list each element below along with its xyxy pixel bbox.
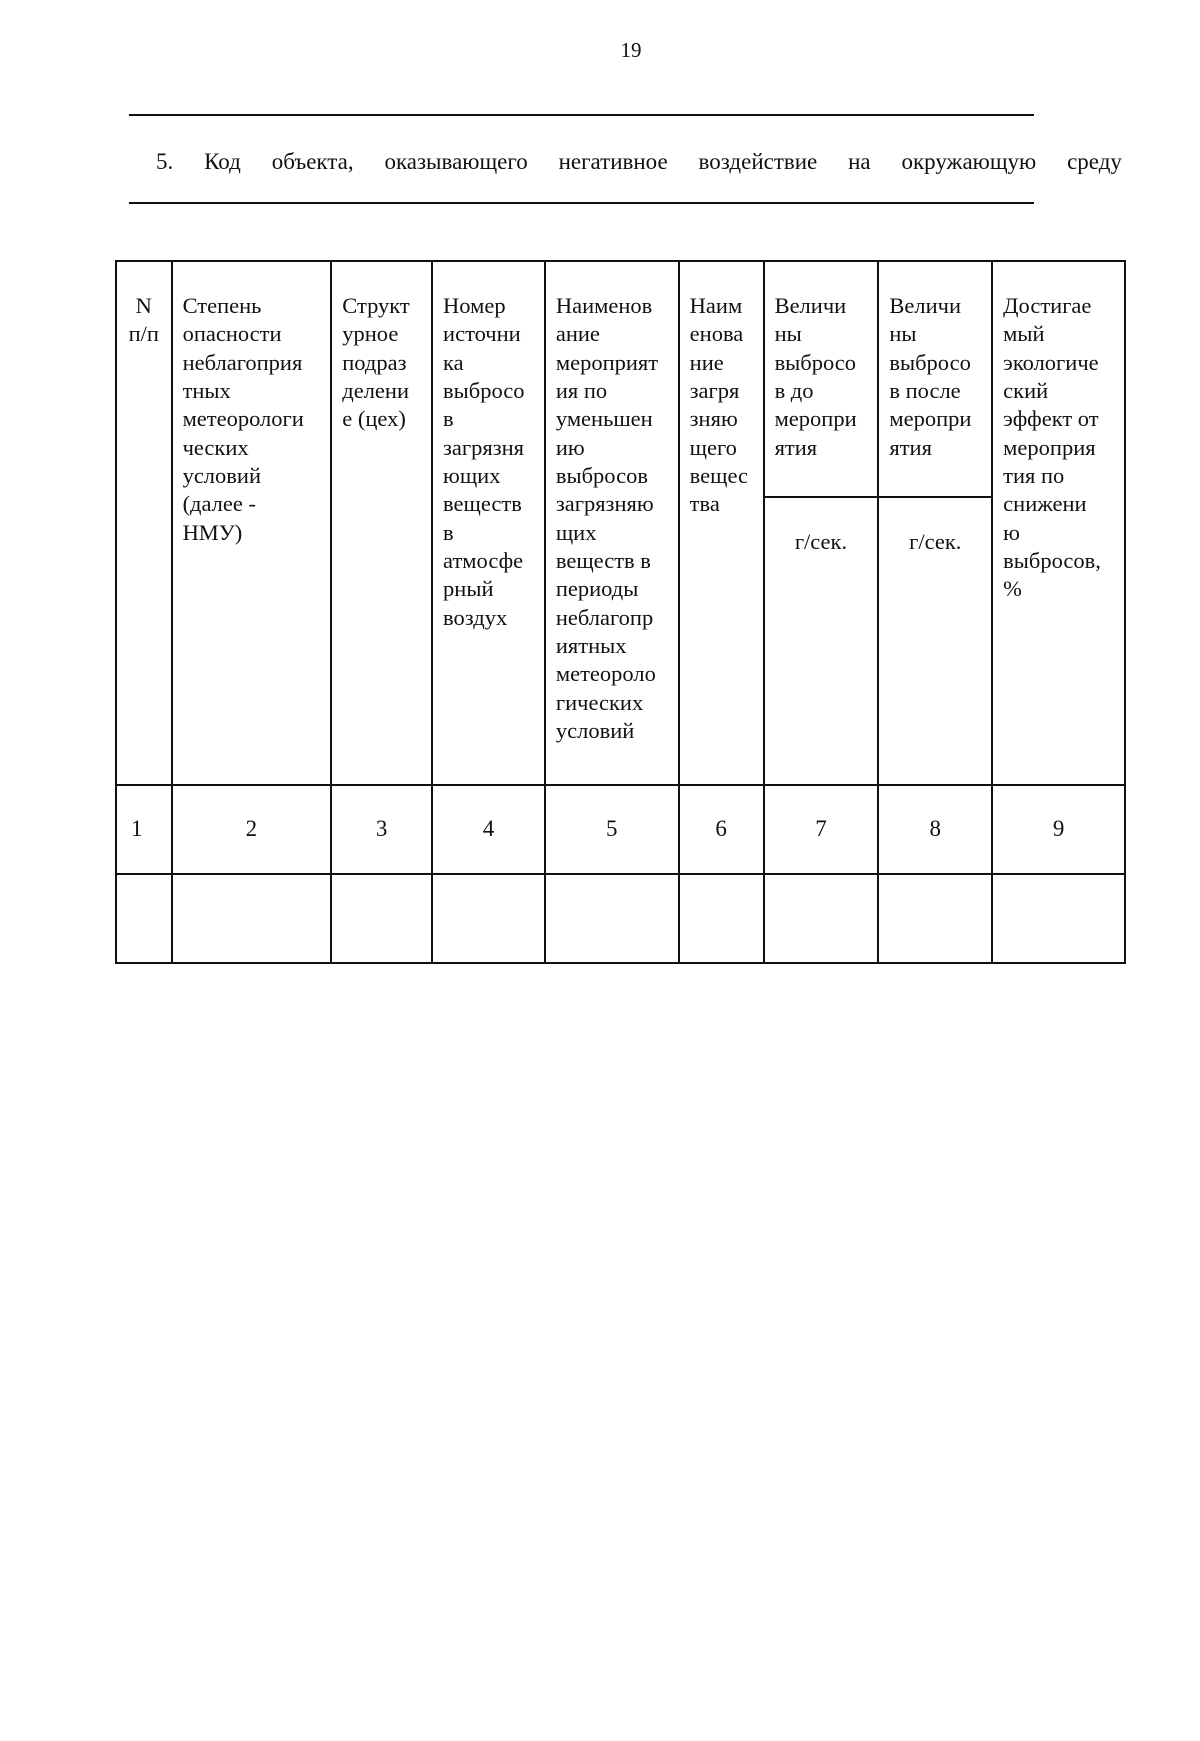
header-line: периоды	[555, 576, 639, 602]
header-line: эффект от	[1003, 406, 1099, 432]
table-cell	[878, 874, 992, 963]
header-line: мый	[1003, 321, 1045, 347]
header-cell-ecological-effect	[992, 261, 1125, 785]
header-line: ю	[1003, 519, 1020, 545]
header-line: источни	[443, 321, 521, 347]
header-cell-emission-after	[878, 261, 992, 497]
section-title-word: объекта,	[271, 149, 354, 174]
section-title-word: среду	[1067, 149, 1122, 174]
header-line: экологиче	[1003, 349, 1099, 375]
header-line: делени	[342, 378, 409, 404]
header-line: загря	[689, 378, 740, 404]
header-line: НМУ)	[182, 519, 243, 545]
header-line: ны	[774, 321, 802, 347]
column-number-cell: 1	[116, 785, 172, 874]
header-line: ние	[689, 349, 724, 375]
header-line: Величи	[889, 293, 961, 318]
header-line: выбросо	[774, 349, 857, 375]
header-line: е (цех)	[342, 406, 406, 432]
header-line: Величи	[774, 293, 847, 318]
header-line: воздух	[443, 604, 508, 630]
section-title-word: 5.	[156, 149, 174, 174]
header-line: зняю	[689, 406, 738, 432]
header-line: Достигае	[1003, 293, 1092, 318]
table-cell	[172, 874, 332, 963]
column-number-cell: 9	[992, 785, 1125, 874]
header-line: щего	[689, 434, 737, 460]
header-cell-pollutant-name	[679, 261, 764, 785]
table-cell	[679, 874, 764, 963]
header-line: выбросов,	[1003, 548, 1101, 574]
header-line: меропри	[889, 406, 972, 432]
header-line: ятия	[774, 434, 818, 460]
section-title-word: на	[848, 149, 871, 174]
table-cell	[331, 874, 432, 963]
header-line: тва	[689, 491, 720, 517]
header-cell-structural-unit	[331, 261, 432, 785]
header-line: %	[1003, 576, 1022, 602]
header-cell-source-number	[432, 261, 545, 785]
header-line: ятия	[889, 434, 932, 460]
column-number-cell: 7	[764, 785, 879, 874]
section-title-word: оказывающего	[384, 149, 528, 174]
header-cell-number	[116, 261, 172, 785]
header-cell-emission-before	[764, 261, 879, 497]
header-line: рный	[443, 576, 494, 602]
header-line: ческих	[182, 434, 249, 460]
header-line: п/п	[128, 321, 159, 347]
header-line: условий	[182, 463, 261, 489]
header-line: тия по	[1003, 463, 1065, 489]
header-line: загрязняю	[555, 491, 654, 517]
header-cell-hazard-level	[172, 261, 332, 785]
emissions-table	[115, 260, 1126, 964]
page-number: 19	[620, 38, 642, 62]
header-line: в	[443, 406, 454, 432]
section-title-word: воздействие	[698, 149, 818, 174]
header-line: неблагопр	[555, 604, 654, 630]
column-number-cell: 5	[545, 785, 679, 874]
header-line: иятных	[555, 633, 627, 659]
header-line: щих	[555, 519, 597, 545]
column-number-cell: 3	[331, 785, 432, 874]
unit-cell-before: г/сек.	[764, 497, 879, 785]
header-line: ка	[443, 349, 464, 375]
header-line: снижени	[1003, 491, 1087, 517]
column-number-cell: 2	[172, 785, 332, 874]
header-line: Номер	[443, 293, 506, 318]
header-line: выбросо	[443, 378, 525, 404]
header-line: опасности	[182, 321, 282, 347]
header-line: веществ в	[555, 548, 651, 574]
header-line: урное	[342, 321, 399, 347]
header-line: в после	[889, 378, 961, 404]
section-title-word: окружающую	[901, 149, 1037, 174]
header-line: ский	[1003, 378, 1049, 404]
section-title-word: Код	[204, 149, 241, 174]
header-line: в до	[774, 378, 814, 404]
header-line: условий	[555, 718, 635, 744]
header-line: ию	[555, 434, 585, 460]
header-row	[116, 261, 1125, 497]
header-line: ание	[555, 321, 600, 347]
header-line: загрязня	[443, 434, 525, 460]
section-title	[156, 149, 1122, 175]
header-line: выбросо	[889, 349, 971, 375]
header-line: ия по	[555, 378, 608, 404]
section-title-word: негативное	[558, 149, 668, 174]
header-line: N	[135, 293, 152, 318]
header-line: (далее -	[182, 491, 257, 517]
table-cell	[545, 874, 679, 963]
column-number-cell: 6	[679, 785, 764, 874]
header-line: мероприя	[1003, 434, 1096, 460]
header-line: меропри	[774, 406, 857, 432]
header-line: енова	[689, 321, 744, 347]
column-number-cell: 4	[432, 785, 545, 874]
table-row	[116, 874, 1125, 963]
header-line: уменьшен	[555, 406, 653, 432]
header-line: метеороло	[555, 661, 656, 687]
header-line: тных	[182, 378, 231, 404]
header-line: Степень	[182, 293, 262, 318]
header-line: Наименов	[555, 293, 653, 318]
table-cell	[992, 874, 1125, 963]
header-line: веществ	[443, 491, 522, 517]
header-line: в	[443, 519, 454, 545]
header-line: подраз	[342, 349, 407, 375]
header-line: вещес	[689, 463, 749, 489]
table-cell	[432, 874, 545, 963]
table-cell	[764, 874, 879, 963]
bottom-divider	[129, 202, 1034, 204]
header-line: мероприят	[555, 349, 659, 375]
top-divider	[129, 114, 1034, 116]
header-line: выбросов	[555, 463, 648, 489]
header-line: ющих	[443, 463, 501, 489]
header-line: метеорологи	[182, 406, 304, 432]
header-line: Наим	[689, 293, 743, 318]
table-cell	[116, 874, 172, 963]
header-line: гических	[555, 689, 644, 715]
header-line: атмосфе	[443, 548, 524, 574]
header-cell-measure-name	[545, 261, 679, 785]
column-number-row	[116, 785, 1125, 874]
header-line: ны	[889, 321, 917, 347]
unit-cell-after: г/сек.	[878, 497, 992, 785]
column-number-cell: 8	[878, 785, 992, 874]
header-line: Структ	[342, 293, 410, 318]
header-line: неблагоприя	[182, 349, 303, 375]
